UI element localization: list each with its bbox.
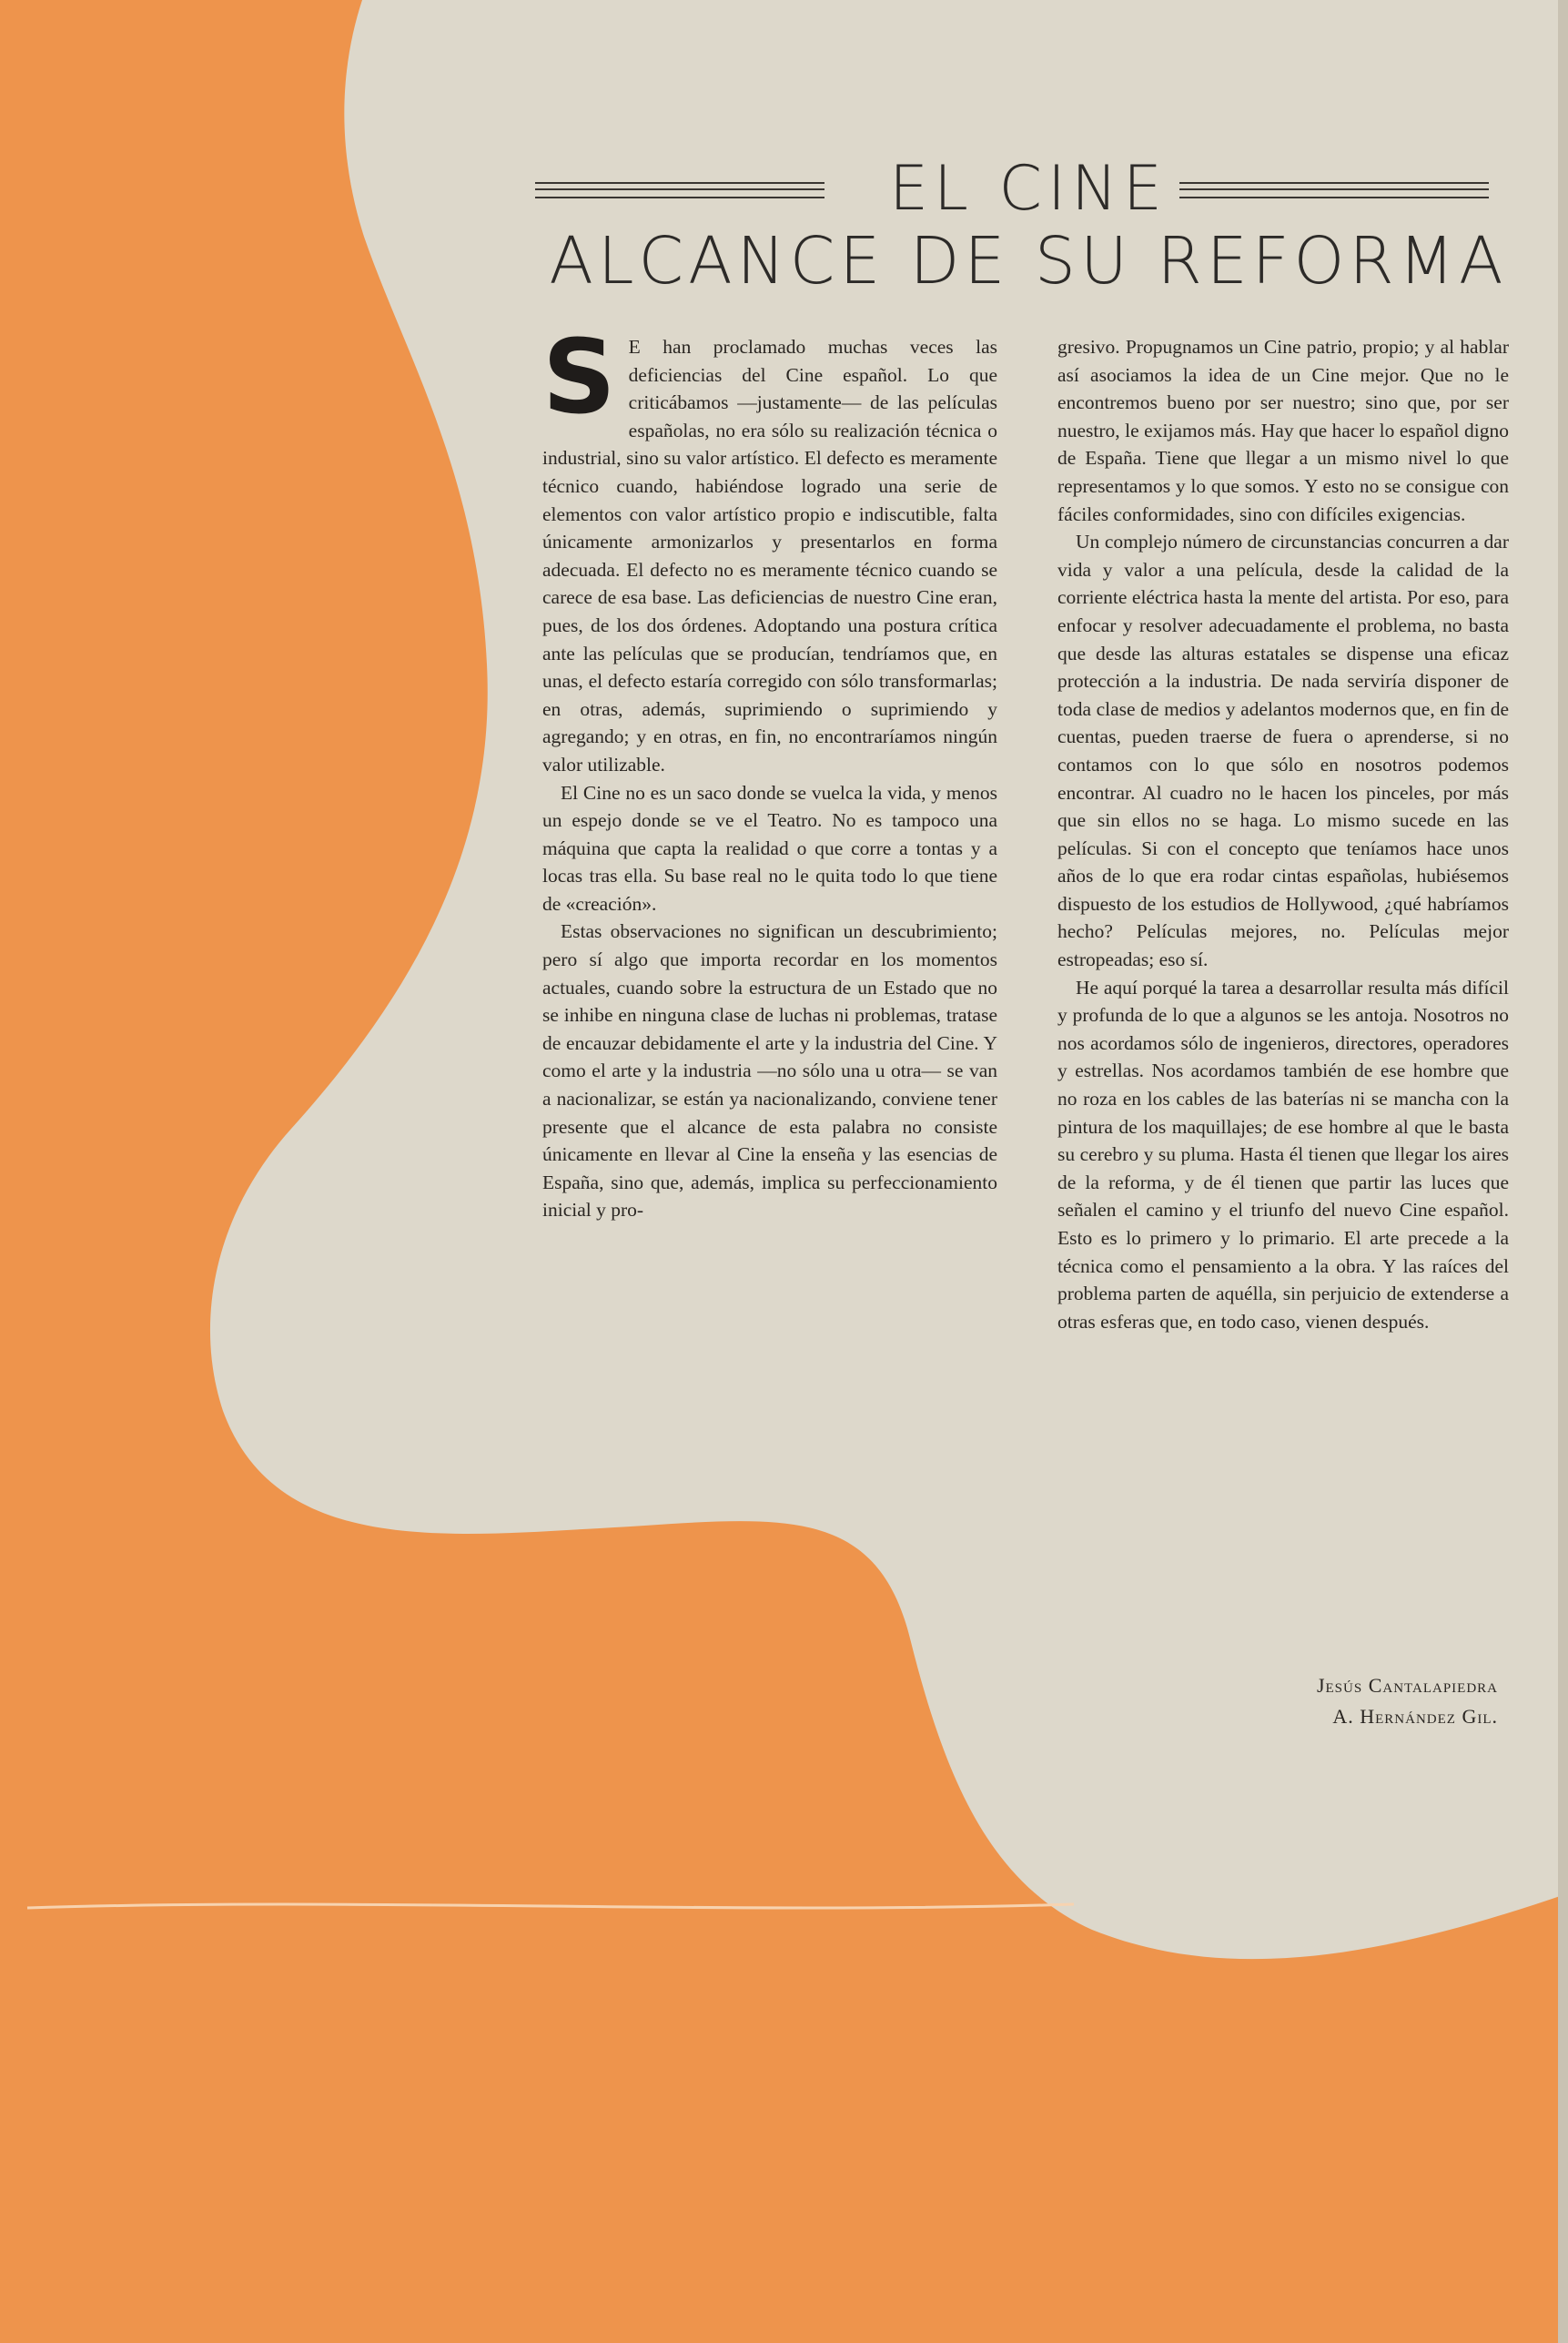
drop-cap: S xyxy=(542,319,616,437)
paragraph-text: E han proclamado muchas veces las deficiencias del Cine español. Lo que criticábamos —justamente— de las películas españolas, no era sólo su realización técnica o industrial, sino su valor artístico. El defecto es meramente técnico cuando, habiéndose logrado una serie de elementos con valor artístico propio e indiscutible, falta únicamente armonizarlos y presentarlos en forma adecuada. El defecto no es meramente técnico cuando se carece de esa base. Las deficiencias de nuestro Cine eran, pues, de los dos órdenes. Adoptando una postura crítica ante las películas que se producían, tendríamos que, en unas, el defecto estaría corregido con sólo transformarlas; en otras, además, suprimiendo o suprimiendo y agregando; y en otras, en fin, no encontraríamos ningún valor utilizable. xyxy=(542,336,997,776)
paragraph: Un complejo número de circunstancias concurren a dar vida y valor a una película, desde la calidad de la corriente eléctrica hasta la mente del artista. Por eso, para enfocar y resolver adecuadamente el problema, no basta que desde las alturas estatales se dispense una eficaz protección a la industria. De nada serviría disponer de toda clase de medios y adelantos modernos que, en fin de cuentas, pueden traerse de fuera o aprenderse, si no contamos con lo que sólo en nosotros podemos encontrar. Al cuadro no le hacen los pinceles, por más que sin ellos no se haga. Lo mismo sucede en las películas. Si con el concepto que teníamos hace unos años de lo que era rodar cintas españolas, hubiésemos dispuesto de los estudios de Hollywood, ¿qué habríamos hecho? Películas mejores, no. Películas mejor estropeadas; eso sí. xyxy=(1057,531,1509,971)
paragraph: He aquí porqué la tarea a desarrollar resulta más difícil y profunda de lo que a algunos se les antoja. Nosotros no nos acordamos sólo de ingenieros, directores, operadores y estrellas. Nos acordamos también de ese hombre que no roza en los cables de las baterías ni se mancha con la pintura de los maquillajes; de ese hombre al que le basta su cerebro y su pluma. Hasta él tienen que llegar los aires de la reforma, y de él tienen que partir las luces que señalen el camino y el triunfo del nuevo Cine español. Esto es lo primero y lo primario. El arte precede a la técnica como el pensamiento a la obra. Y las raíces del problema parten de aquélla, sin perjuicio de extenderse a otras esferas que, en todo caso, vienen después. xyxy=(1057,976,1509,1333)
article-subtitle: ALCANCE DE SU REFORMA xyxy=(549,223,1508,299)
text-column-right xyxy=(1057,333,1509,1335)
right-edge-strip xyxy=(1558,0,1568,2343)
author-name: Jesús Cantalapiedra xyxy=(1316,1674,1498,1697)
paragraph: El Cine no es un saco donde se vuelca la vida, y menos un espejo donde se ve el Teatro. No es tampoco una máquina que capta la realidad o que corre a tontas y a locas tras ella. Su base real no le quita todo lo que tiene de «creación». xyxy=(542,781,997,915)
author-signature xyxy=(1138,1670,1498,1732)
paragraph: Estas observaciones no significan un descubrimiento; pero sí algo que importa recordar en los momentos actuales, cuando sobre la estructura de un Estado que no se inhibe en ninguna clase de luchas ni problemas, tratase de encauzar debidamente el arte y la industria del Cine. Y como el arte y la industria —no sólo una u otra— se van a nacionalizar, se están ya nacionalizando, conviene tener presente que el alcance de esta palabra no consiste únicamente en llevar al Cine la enseña y las esencias de España, sino que, además, implica su perfeccionamiento inicial y pro- xyxy=(542,920,997,1222)
author-name: A. Hernández Gil. xyxy=(1332,1705,1498,1728)
paragraph xyxy=(542,319,997,779)
text-column-left xyxy=(542,319,997,1224)
paragraph: gresivo. Propugnamos un Cine patrio, propio; y al hablar así asociamos la idea de un Cine mejor. Que no le encontremos bueno por ser nuestro; sino que, por ser nuestro, le exijamos más. Hay que hacer lo español digno de España. Tiene que llegar a un mismo nivel lo que representamos y lo que somos. Y esto no se consigue con fáciles conformidades, sino con difíciles exigencias. xyxy=(1057,336,1509,525)
article-title: EL CINE xyxy=(889,153,1168,225)
